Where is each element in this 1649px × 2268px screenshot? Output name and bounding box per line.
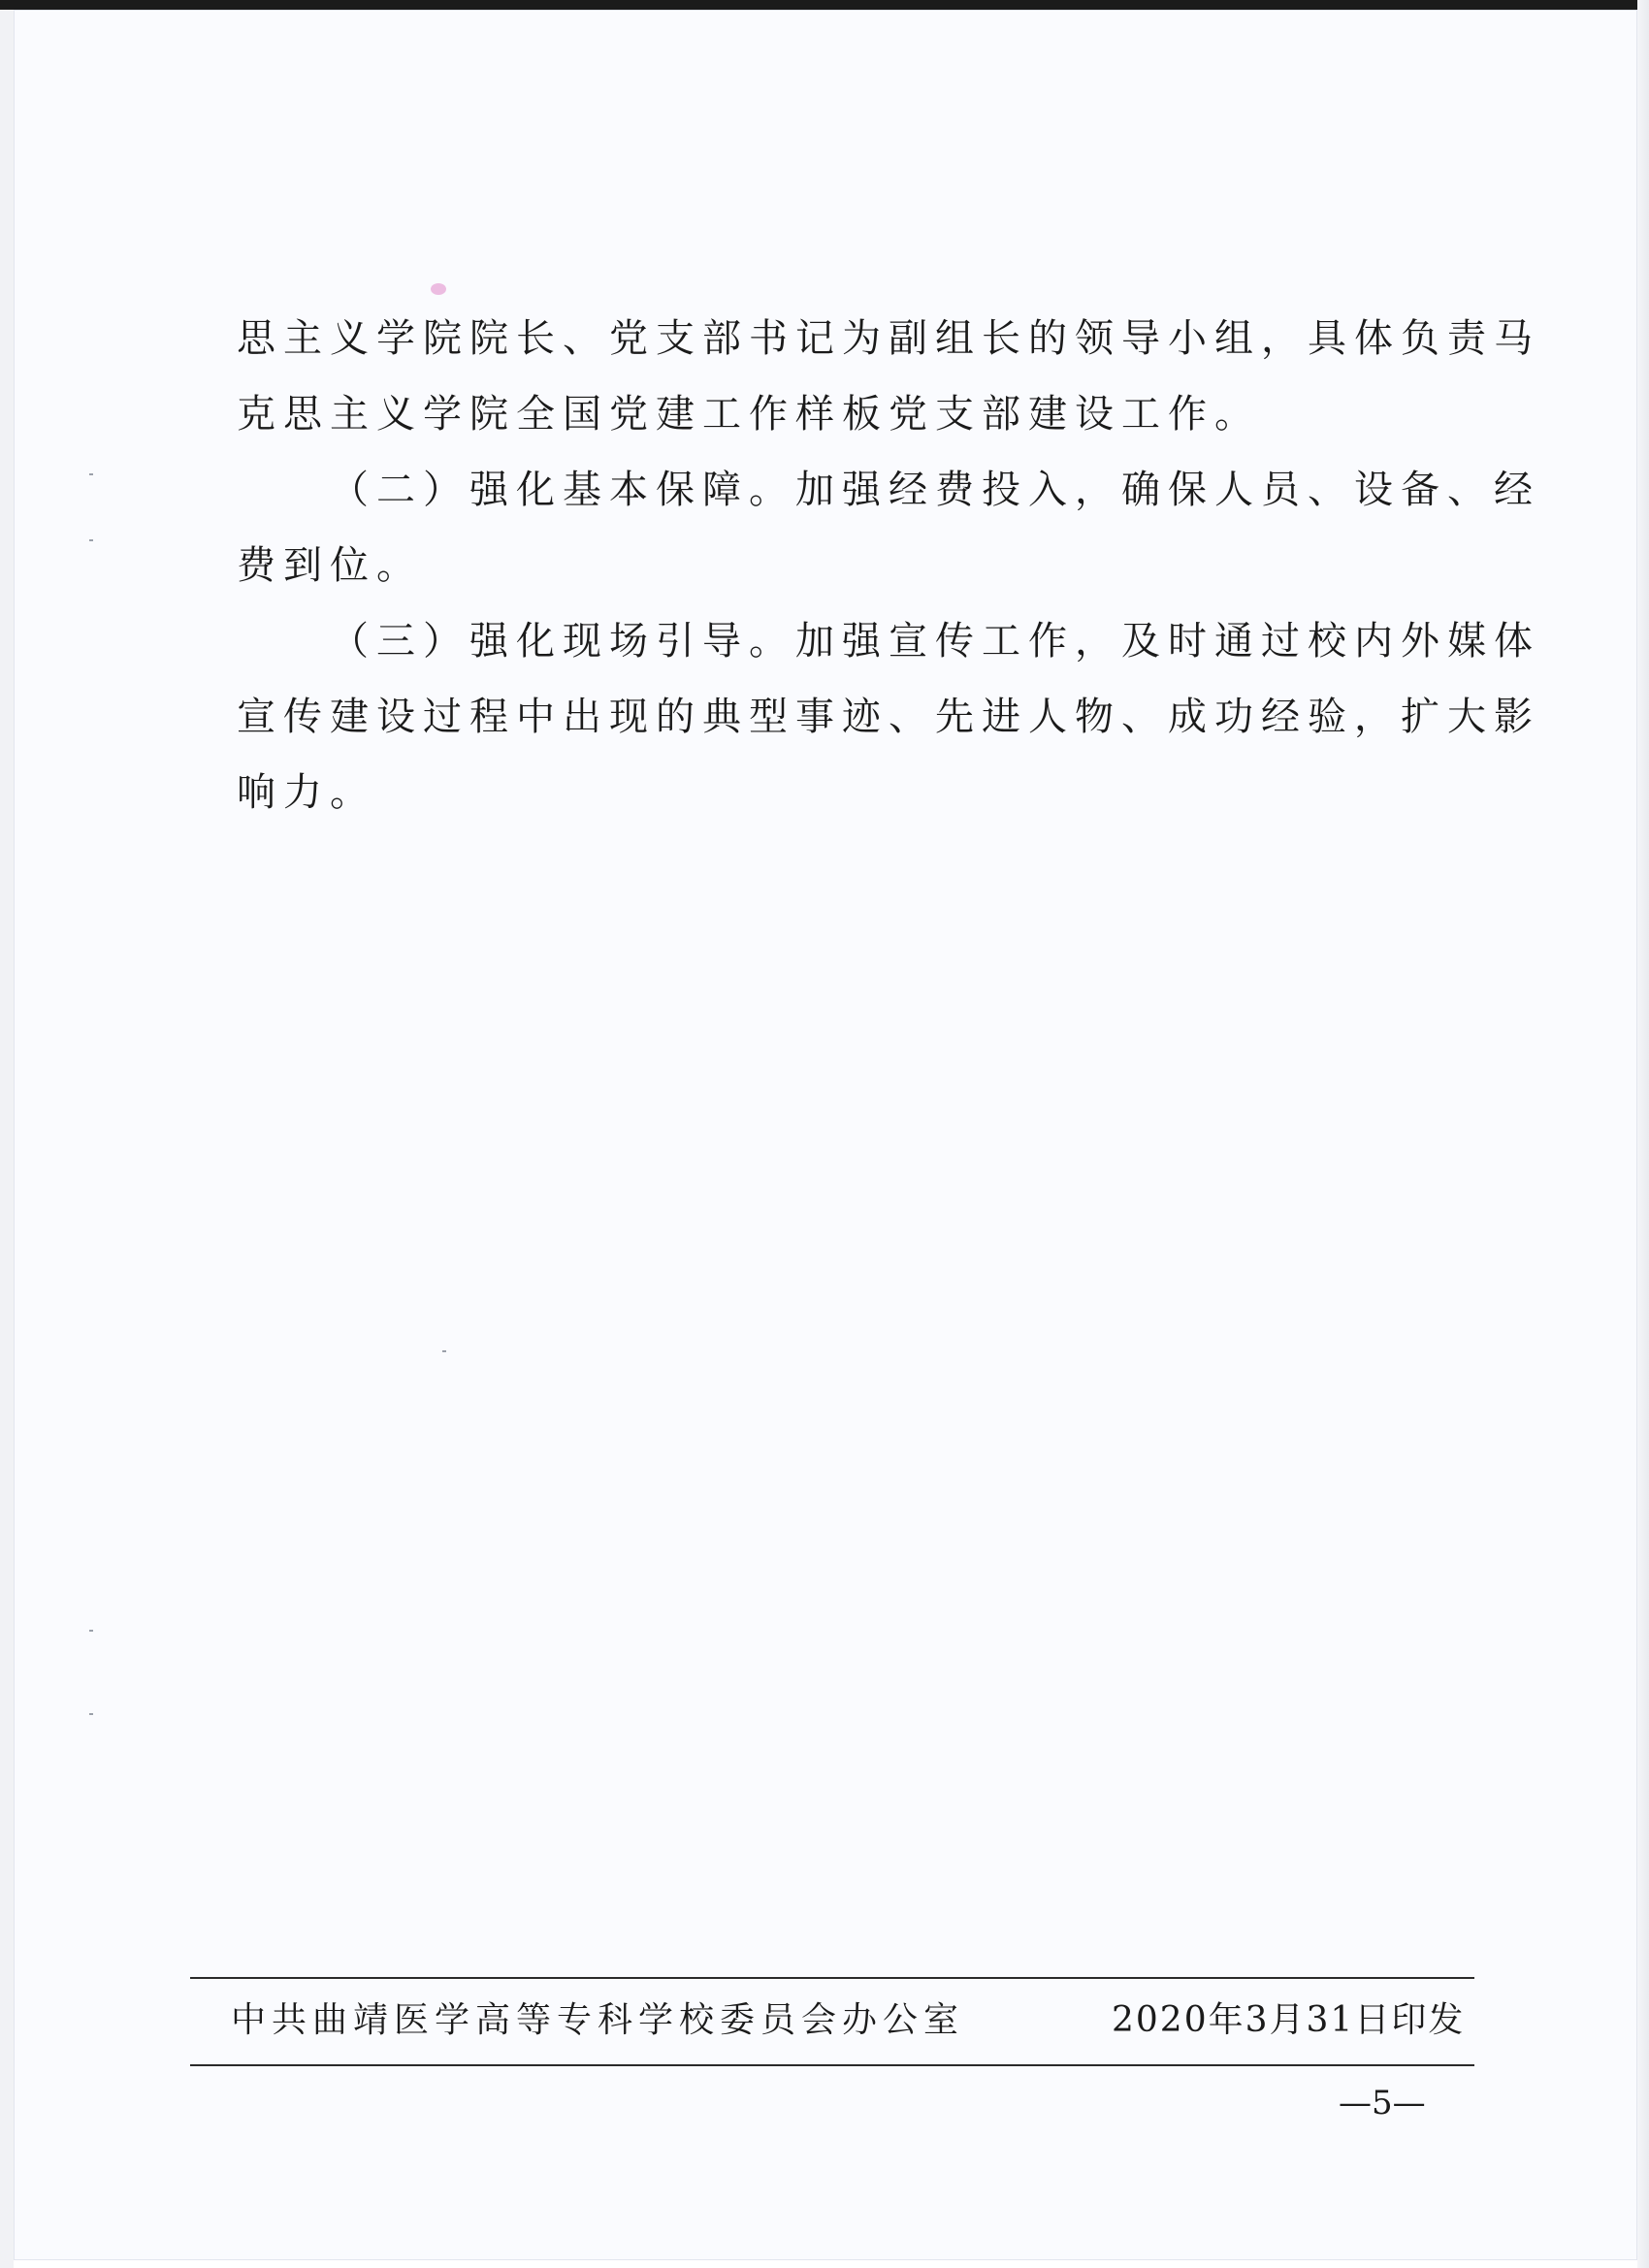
- paragraph-leadership-group: [237, 301, 1540, 452]
- scan-top-edge: [0, 0, 1649, 10]
- scan-right-edge: [1637, 0, 1649, 2268]
- text-line: （二）强化基本保障。加强经费投入，确保人员、设备、经: [330, 468, 1540, 512]
- scan-speck: [442, 1350, 446, 1352]
- scan-speck: [89, 1713, 93, 1715]
- ink-stamp-mark: [431, 283, 446, 295]
- text-line: 思主义学院院长、党支部书记为副组长的领导小组，具体负责马: [237, 316, 1540, 361]
- text-line: 克思主义学院全国党建工作样板党支部建设工作。: [237, 392, 1261, 437]
- text-line: 费到位。: [237, 543, 423, 588]
- issue-date: 2020年3月31日印发: [1112, 2000, 1466, 2040]
- text-line: 宣传建设过程中出现的典型事迹、先进人物、成功经验，扩大影: [237, 695, 1540, 739]
- scan-speck: [89, 539, 93, 541]
- scan-speck: [89, 1630, 93, 1632]
- paragraph-onsite-guidance: [237, 603, 1540, 830]
- paragraph-basic-guarantee: [237, 452, 1540, 603]
- document-body: [237, 301, 1540, 830]
- scan-speck: [89, 473, 93, 475]
- text-line: 响力。: [237, 770, 376, 815]
- footer-top-rule: [190, 1977, 1474, 1979]
- scan-left-edge: [0, 0, 14, 2268]
- footer-bottom-rule: [190, 2064, 1474, 2066]
- page-number: —5—: [1339, 2084, 1426, 2122]
- issuing-organization: 中共曲靖医学高等专科学校委员会办公室: [231, 2000, 965, 2040]
- text-line: （三）强化现场引导。加强宣传工作，及时通过校内外媒体: [330, 619, 1540, 664]
